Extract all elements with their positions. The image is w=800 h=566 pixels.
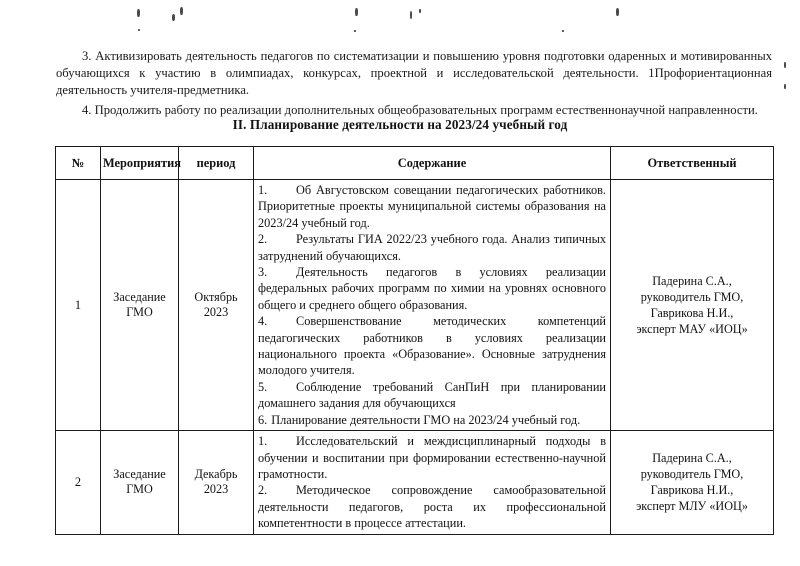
content-item-text: Планирование деятельности ГМО на 2023/24 учебный год. bbox=[271, 412, 581, 427]
cell-period: Октябрь 2023 bbox=[179, 180, 254, 431]
scan-artifacts bbox=[0, 0, 800, 42]
header-event: Мероприятия bbox=[101, 147, 179, 180]
intro-text-block bbox=[56, 48, 772, 119]
content-item bbox=[258, 412, 606, 428]
table-row bbox=[56, 431, 774, 534]
responsible-line: Падерина С.А., bbox=[652, 274, 732, 289]
content-item bbox=[258, 433, 606, 482]
cell-event: Заседание ГМО bbox=[101, 180, 179, 431]
content-item-text: Соблюдение требований СанПиН при планировании домашнего задания для обучающихся bbox=[258, 379, 606, 411]
content-item bbox=[258, 379, 606, 412]
responsible-line: эксперт МАУ «ИОЦ» bbox=[636, 322, 748, 337]
content-item bbox=[258, 182, 606, 231]
table-body bbox=[56, 180, 774, 535]
content-item-marker: 3. bbox=[258, 265, 268, 280]
table-header bbox=[56, 147, 774, 180]
plan-table bbox=[55, 146, 774, 535]
content-item-marker: 1. bbox=[258, 183, 268, 197]
header-number: № bbox=[56, 147, 101, 180]
content-item-text: Методическое сопровождение самообразовательной деятельности педагогов, роста их профессиональной компетентности в процессе аттестации. bbox=[258, 483, 606, 531]
intro-paragraph-3: 3. Активизировать деятельность педагогов по систематизации и повышению уровня подготовки одаренных и мотивированных обучающихся к участию в олимпиадах, конкурсах, проектной и исследовательской деятельности. 1Профориентационная деятельность учителя-предметника. bbox=[56, 49, 772, 98]
cell-event: Заседание ГМО bbox=[101, 431, 179, 534]
responsible-line: руководитель ГМО, bbox=[640, 467, 744, 482]
content-item bbox=[258, 231, 606, 264]
responsible-line: Падерина С.А., bbox=[652, 451, 732, 466]
cell-number: 1 bbox=[56, 180, 101, 431]
responsible-line: руководитель ГМО, bbox=[640, 290, 744, 305]
intro-paragraph-4: 4. Продолжить работу по реализации дополнительных общеобразовательных программ естественнонаучной направленности. bbox=[82, 102, 758, 117]
header-content: Содержание bbox=[254, 147, 611, 180]
content-item-text: Деятельность педагогов в условиях реализации федеральных рабочих программ по химии на уровнях основного общего и среднего общего образования. bbox=[258, 265, 606, 312]
cell-content bbox=[254, 180, 611, 431]
content-item-marker: 6. bbox=[258, 412, 268, 427]
content-item-marker: 5. bbox=[258, 379, 268, 394]
cell-responsible bbox=[611, 431, 774, 534]
header-responsible: Ответственный bbox=[611, 147, 774, 180]
plan-table-wrapper bbox=[55, 146, 773, 535]
header-period: период bbox=[179, 147, 254, 180]
content-item bbox=[258, 482, 606, 531]
content-item-marker: 2. bbox=[258, 232, 268, 247]
cell-number: 2 bbox=[56, 431, 101, 534]
content-item bbox=[258, 264, 606, 313]
responsible-line: Гаврикова Н.И., bbox=[650, 483, 734, 498]
table-header-row bbox=[56, 147, 774, 180]
cell-content bbox=[254, 431, 611, 534]
cell-period: Декабрь 2023 bbox=[179, 431, 254, 534]
content-item-text: Об Августовском совещании педагогических работников. Приоритетные проекты муниципальной системы образования на 2023/24 учебный год. bbox=[258, 183, 606, 230]
content-item-list bbox=[258, 433, 606, 531]
content-item-text: Совершенствование методических компетенций педагогических работников в условиях реализации национального проекта «Образование». Основные затруднения молодого учителя. bbox=[258, 314, 606, 378]
section-heading: II. Планирование деятельности на 2023/24 учебный год bbox=[232, 117, 568, 132]
responsible-line: эксперт МЛУ «ИОЦ» bbox=[636, 499, 748, 514]
content-item-text: Результаты ГИА 2022/23 учебного года. Анализ типичных затруднений обучающихся. bbox=[258, 232, 606, 263]
content-item-marker: 4. bbox=[258, 314, 268, 329]
responsible-line: Гаврикова Н.И., bbox=[650, 306, 734, 321]
cell-responsible bbox=[611, 180, 774, 431]
content-item-marker: 1. bbox=[258, 434, 268, 449]
content-item-list bbox=[258, 182, 606, 428]
content-item-marker: 2. bbox=[258, 483, 268, 498]
content-item-text: Исследовательский и междисциплинарный подходы в обучении и воспитании при формировании естественно-научной грамотности. bbox=[258, 434, 606, 481]
table-row bbox=[56, 180, 774, 431]
content-item bbox=[258, 313, 606, 379]
